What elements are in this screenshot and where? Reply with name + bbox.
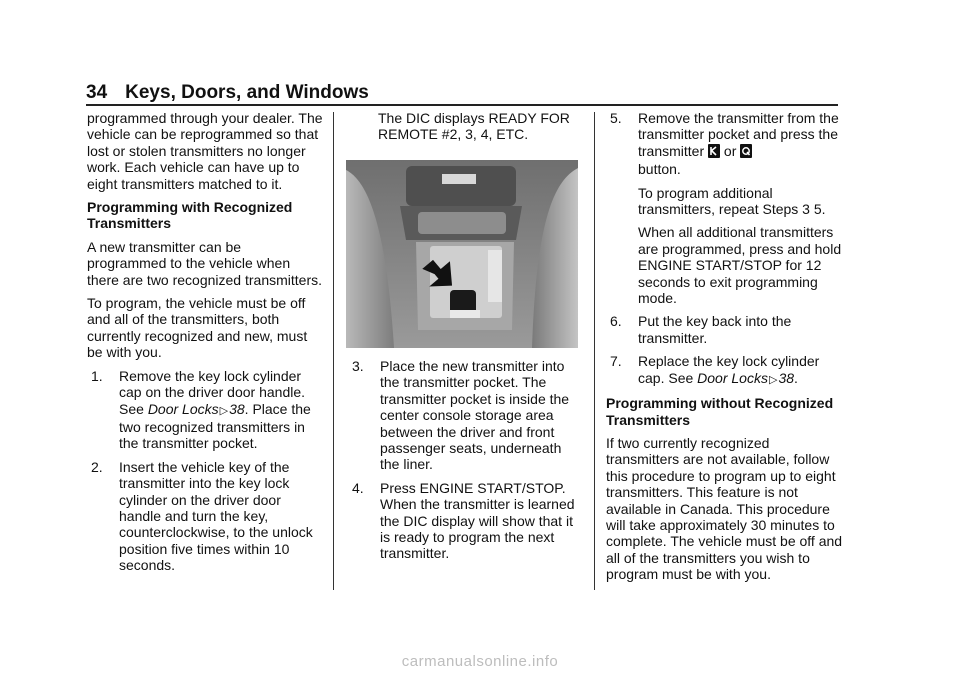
column-2-steps	[348, 358, 582, 569]
step-4: 4. Press ENGINE START/STOP. When the transmitter is learned the DIC display will show that it is ready to program the next transmitter.	[352, 479, 575, 562]
section-title: Keys, Doors, and Windows	[125, 82, 369, 103]
column-2	[348, 110, 582, 150]
step-number: 3.	[352, 358, 364, 374]
step-number: 4.	[352, 479, 364, 496]
step-5-note-exit: When all additional transmitters are programmed, press and hold ENGINE START/STOP for 12 seconds to exit programming mode.	[638, 224, 842, 307]
console-illustration	[346, 160, 578, 348]
step-2: 2. Insert the vehicle key of the transmitter into the key lock cylinder on the driver door handle and turn the key, counterclockwise, to the unlock position five times within 10 seconds.	[91, 458, 313, 574]
page-header	[86, 82, 369, 104]
page-reference-icon: ▷	[219, 404, 229, 417]
column-3	[606, 110, 844, 590]
unlock-button-icon	[740, 144, 752, 161]
step-6: 6. Put the key back into the transmitter.	[610, 313, 792, 346]
column-divider	[333, 112, 334, 590]
header-rule	[86, 104, 838, 106]
step-7: 7. Replace the key lock cylinder cap. See Door Locks▷38.	[610, 353, 820, 386]
column-1	[87, 110, 323, 581]
heading-with-recognized: Programming with Recognized Transmitters	[87, 199, 293, 232]
step-number: 7.	[610, 353, 622, 370]
step-1: 1. Remove the key lock cylinder cap on the driver door handle. See Door Locks▷38. Place the two recognized transmitters in the transmitter pocket.	[91, 367, 311, 452]
intro-paragraph: programmed through your dealer. The vehicle can be reprogrammed so that lost or stolen transmitters no longer work. Each vehicle can have up to eight transmitters matched to it.	[87, 110, 323, 192]
lock-button-icon	[708, 144, 720, 161]
page-ref-number[interactable]: 38	[229, 400, 245, 417]
step-number: 2.	[91, 458, 103, 475]
center-console-photo	[346, 160, 578, 348]
column-divider	[594, 112, 595, 590]
step-3: 3. Place the new transmitter into the transmitter pocket. The transmitter pocket is inside the center console storage area between the driver and front passenger seats, underneath the liner.	[352, 358, 570, 473]
step-5: 5. Remove the transmitter from the transmitter pocket and press the transmitter or button.	[610, 110, 839, 178]
step-number: 5.	[610, 110, 622, 126]
door-locks-link[interactable]: Door Locks	[697, 369, 768, 386]
step-number: 6.	[610, 313, 622, 330]
step-2-continued: The DIC displays READY FOR REMOTE #2, 3, 4, ETC.	[378, 110, 570, 143]
page-reference-icon: ▷	[768, 373, 778, 386]
page-number: 34	[86, 82, 108, 103]
step-number: 1.	[91, 367, 103, 384]
step-5-note-additional: To program additional transmitters, repeat Steps 3 5.	[638, 184, 826, 218]
page-ref-number[interactable]: 38	[778, 369, 795, 386]
paragraph-to-program: To program, the vehicle must be off and all of the transmitters, both currently recognized and new, must be with you.	[87, 295, 308, 361]
watermark: carmanualsonline.info	[401, 653, 559, 670]
paragraph-without-recognized: If two currently recognized transmitters are not available, follow this procedure to program up to eight transmitters. This feature is not available in Canada. This procedure will take approximately 30 minutes to complete. The vehicle must be off and all of the transmitters you wish to program must be with you.	[606, 434, 843, 583]
heading-without-recognized: Programming without Recognized Transmitters	[606, 395, 834, 428]
paragraph-new-transmitter: A new transmitter can be programmed to the vehicle when there are two recognized transmitters.	[87, 238, 322, 288]
door-locks-link[interactable]: Door Locks	[147, 400, 219, 417]
